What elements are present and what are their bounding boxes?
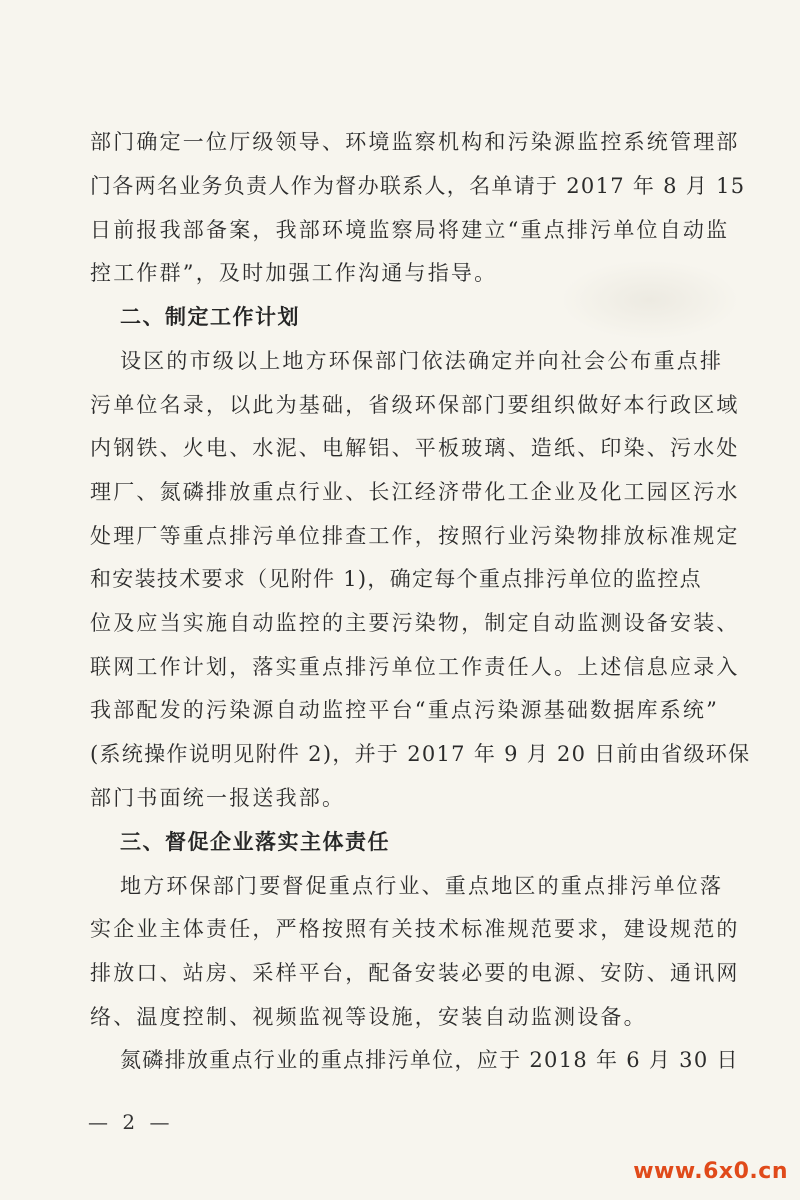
paragraph-line: 内钢铁、火电、水泥、电解铝、平板玻璃、造纸、印染、污水处	[90, 436, 740, 460]
paragraph-line: (系统操作说明见附件 2)，并于 2017 年 9 月 20 日前由省级环保	[90, 742, 751, 766]
paragraph-line: 设区的市级以上地方环保部门依法确定并向社会公布重点排	[120, 349, 724, 373]
paragraph-line: 和安装技术要求（见附件 1)，确定每个重点排污单位的监控点	[90, 567, 702, 591]
paragraph-line: 排放口、站房、采样平台，配备安装必要的电源、安防、通讯网	[90, 961, 740, 985]
paragraph-line: 部门确定一位厅级领导、环境监察机构和污染源监控系统管理部	[90, 130, 740, 154]
paragraph-line: 门各两名业务负责人作为督办联系人，名单请于 2017 年 8 月 15	[90, 174, 746, 198]
paragraph-line: 实企业主体责任，严格按照有关技术标准规范要求，建设规范的	[90, 917, 740, 941]
paragraph-line: 日前报我部备案，我部环境监察局将建立“重点排污单位自动监	[90, 218, 730, 242]
paragraph-line: 位及应当实施自动监控的主要污染物，制定自动监测设备安装、	[90, 611, 740, 635]
paragraph-line: 地方环保部门要督促重点行业、重点地区的重点排污单位落	[120, 874, 724, 898]
paragraph-line: 处理厂等重点排污单位排查工作，按照行业污染物排放标准规定	[90, 524, 740, 548]
paragraph-line: 络、温度控制、视频监视等设施，安装自动监测设备。	[90, 1005, 647, 1029]
paragraph-line: 污单位名录，以此为基础，省级环保部门要组织做好本行政区域	[90, 393, 740, 417]
section-heading-3: 三、督促企业落实主体责任	[120, 830, 390, 854]
paragraph-line: 理厂、氮磷排放重点行业、长江经济带化工企业及化工园区污水	[90, 480, 740, 504]
paragraph-line: 联网工作计划，落实重点排污单位工作责任人。上述信息应录入	[90, 655, 740, 679]
site-watermark: www.6x0.cn	[633, 1159, 788, 1184]
paragraph-line: 部门书面统一报送我部。	[90, 786, 346, 810]
paragraph-line: 氮磷排放重点行业的重点排污单位，应于 2018 年 6 月 30 日	[120, 1048, 739, 1072]
section-heading-2: 二、制定工作计划	[120, 305, 300, 329]
paragraph-line: 控工作群”，及时加强工作沟通与指导。	[90, 261, 498, 285]
paragraph-line: 我部配发的污染源自动监控平台“重点污染源基础数据库系统”	[90, 698, 720, 722]
page-number: — 2 —	[88, 1110, 174, 1134]
